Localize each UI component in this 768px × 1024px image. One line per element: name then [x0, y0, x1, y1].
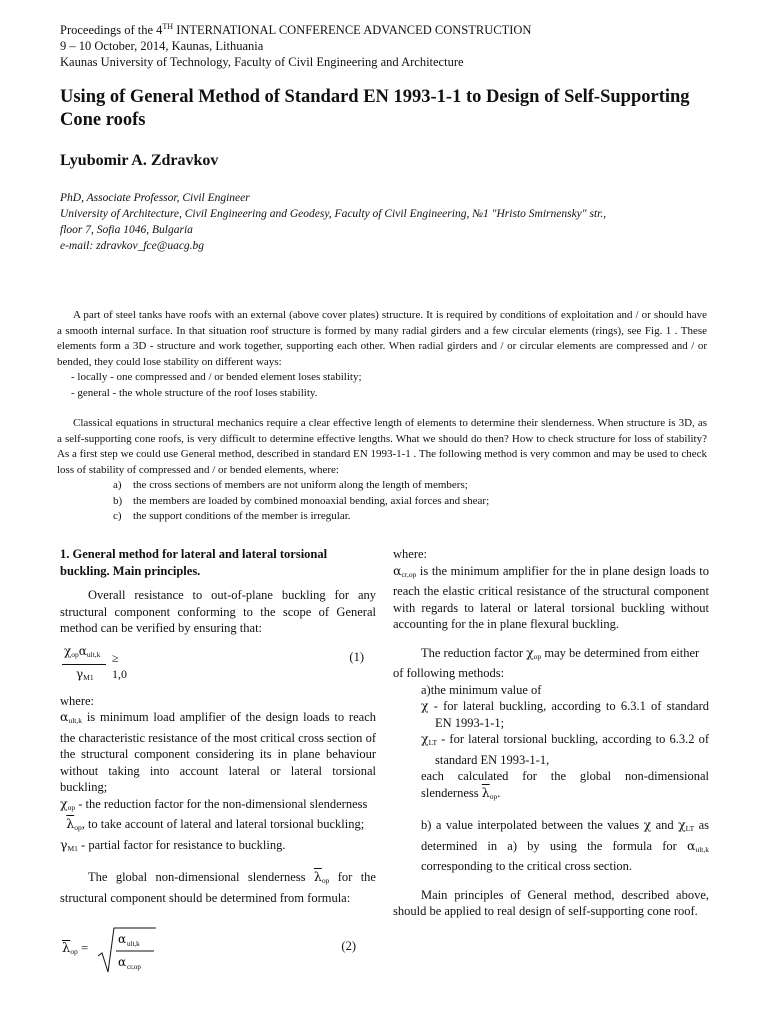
section-heading: 1. General method for lateral and lateral torsional buckling. Main principles.: [60, 547, 328, 578]
eq2-denominator-subscript: cr,op: [127, 963, 141, 971]
proceedings-line-1: Proceedings of the 4TH INTERNATIONAL CONFERENCE ADVANCED CONSTRUCTION: [60, 21, 532, 37]
method-a: a)the minimum value of: [421, 682, 542, 697]
paper-title: Using of General Method of Standard EN 1993-1-1 to Design of Self-Supporting Cone roofs: [60, 87, 690, 130]
affiliation-email: e-mail: zdravkov_fce@uacg.bg: [60, 240, 205, 252]
affiliation-line-3: floor 7, Sofia 1046, Bulgaria: [60, 224, 193, 236]
author-name: Lyubomir A. Zdravkov: [60, 152, 219, 169]
abstract-paragraph-1: A part of steel tanks have roofs with an external (above cover plates) structure. It is required by conditions of exploitation and / or should have a smooth internal surface. In that situation roof structure is formed by many radial girders and a few circular elements (rings), see Fig. 1 . These elements form a 3D - structure and work together, supporting each other. When radial girders and / or circular elements are compressed and / or bended, they could lose stability on different ways:: [57, 309, 707, 368]
equation-2: [60, 926, 376, 980]
abstract-bullet-1: - locally - one compressed and / or bended element loses stability;: [71, 371, 362, 383]
equation-1: [60, 643, 376, 687]
square-root-icon: [96, 926, 156, 976]
definition-alpha-cr: $\alpha_{cr,op}$ is the minimum amplifier for the in plane design loads to reach the elastic critical resistance of the structural component with regards to lateral or lateral torsional buckling without accounting for the in plane flexural buckling.: [393, 562, 709, 631]
list-item: b) the members are loaded by combined monoaxial bending, axial forces and shear;: [113, 494, 490, 507]
eq2-numerator-symbol: α: [118, 932, 127, 946]
where-label: where:: [393, 547, 428, 561]
eq2-denominator-symbol: α: [118, 955, 127, 969]
equation-2-number: (2): [341, 939, 356, 953]
right-column: [393, 546, 709, 920]
left-paragraph-1: Overall resistance to out-of-plane buckling for any structural component conforming to the scope of General method can be verified by ensuring that:: [60, 588, 376, 635]
equation-1-fraction: $\chi_{op}\alpha_{ult,k}$ $\gamma_{M1}$ ≥ 1,0: [64, 643, 127, 682]
method-a-chi: χ - for lateral buckling, according to 6.3.1 of standard EN 1993-1-1;: [421, 698, 709, 730]
left-column: [60, 546, 376, 980]
left-paragraph-2: The global non-dimensional slenderness $\overline{\lambda}_{op}$ for the structural component should be determined from formula:: [60, 869, 376, 905]
definition-gamma-m1: $\gamma_{M1}$ - partial factor for resistance to buckling.: [60, 836, 286, 853]
where-label: where:: [60, 693, 95, 708]
definition-chi-op: $\chi_{op}$ - the reduction factor for the non-dimensional slenderness: [60, 795, 368, 812]
right-paragraph-1: The reduction factor $\chi_{op}$ may be determined from either of following methods:: [393, 644, 700, 680]
abstract-paragraph-2: Classical equations in structural mechanics require a clear effective length of elements to determine their slenderness. When structure is 3D, as a self-supporting cone roofs, is very difficult to determine effective lengths. What we should do then? How to check structure for loss of stability? As a first step we could use General method, described in standard EN 1993-1-1 . The following method is very common and may be used to check loss of stability of compressed and / or bended elements, where:: [57, 417, 707, 476]
spacer: [57, 401, 707, 416]
right-paragraph-2: Main principles of General method, described above, should be applied to real design of self-supporting cone roof.: [393, 887, 709, 918]
methods-list: [421, 682, 709, 875]
method-b: b) a value interpolated between the values χ and $\chi_{LT}$ as determined in a) by using the formula for $\alpha_{ult,k}$ corresponding to the critical cross section.: [421, 817, 709, 873]
author-affiliation: [60, 190, 720, 254]
list-item: a) the cross sections of members are not uniform along the length of members;: [113, 479, 468, 491]
method-a-each: each calculated for the global non-dimensional slenderness $\overline{\lambda}_{op}$.: [421, 769, 709, 801]
definition-alpha-ult: $\alpha_{ult,k}$ is minimum load amplifier of the design loads to reach the characteristic resistance of the most critical cross section of the structural component considering its in plane behaviour without taking into account lateral or lateral torsional buckling;: [60, 709, 376, 794]
equation-2-lhs: $\overline{\lambda}_{op}$ =: [62, 940, 89, 956]
proceedings-line-2: 9 – 10 October, 2014, Kaunas, Lithuania: [60, 39, 264, 53]
list-item: c) the support conditions of the member is irregular.: [113, 510, 351, 522]
equation-1-relation: ≥ 1,0: [112, 650, 127, 681]
proceedings-line-3: Kaunas University of Technology, Faculty of Civil Engineering and Architecture: [60, 55, 464, 69]
eq2-numerator-subscript: ult,k: [127, 940, 140, 948]
affiliation-line-1: PhD, Associate Professor, Civil Engineer: [60, 192, 250, 204]
abstract: [57, 308, 707, 525]
equation-1-number: (1): [349, 649, 364, 664]
affiliation-line-2: University of Architecture, Civil Engineering and Geodesy, Faculty of Civil Engineering, №1 "Hristo Smirnensky" str.,: [60, 208, 607, 220]
abstract-bullet-2: - general - the whole structure of the roof loses stability.: [71, 386, 318, 399]
abstract-list: [57, 478, 707, 525]
proceedings-header: [60, 22, 720, 70]
definition-lambda-op: $\overline{\lambda}_{op}$, to take account of lateral and lateral torsional buckling;: [66, 816, 365, 832]
method-a-chi-lt: $\chi_{LT}$ - for lateral torsional buckling, according to 6.3.2 of standard EN 1993-1-1,: [421, 731, 709, 767]
